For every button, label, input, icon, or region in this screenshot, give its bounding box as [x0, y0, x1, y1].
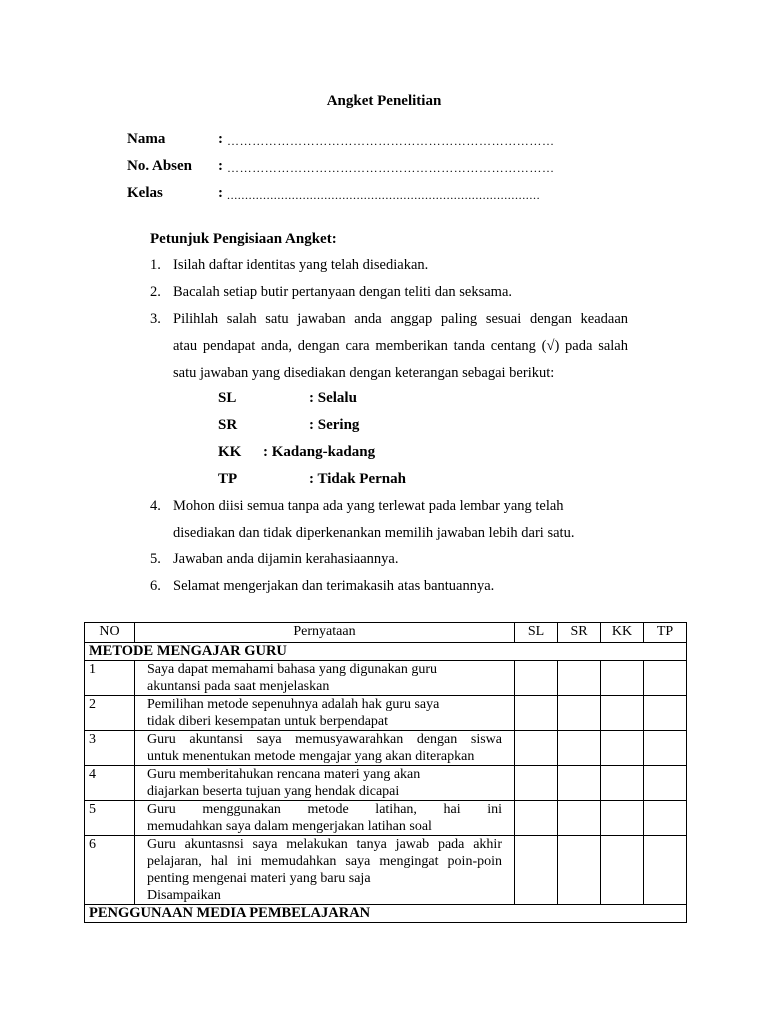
statement-line: Guru akuntansi saya memusyawarahkan dengan siswa [147, 732, 502, 747]
section-title: METODE MENGAJAR GURU [85, 643, 687, 661]
legend-code: SL [218, 390, 237, 406]
answer-cell-sr[interactable] [558, 696, 601, 731]
answer-cell-sr[interactable] [558, 661, 601, 696]
instructions-heading: Petunjuk Pengisiaan Angket: [150, 231, 337, 247]
header-statement: Pernyataan [135, 623, 515, 643]
statement-line: Guru memberitahukan rencana materi yang akan [147, 767, 421, 782]
instruction-number: 6. [150, 578, 161, 594]
row-number: 5 [85, 801, 135, 836]
instruction-number: 1. [150, 257, 161, 273]
statement-line: memudahkan saya dalam mengerjakan latihan soal [147, 819, 432, 834]
row-statement [135, 696, 515, 731]
statement-line: untuk menentukan metode mengajar yang akan diterapkan [147, 749, 475, 764]
legend-meaning: : Selalu [309, 390, 357, 406]
legend-row [218, 444, 518, 468]
identity-label: Kelas [127, 185, 163, 201]
table-row [85, 836, 687, 905]
section-row [85, 643, 687, 661]
instruction-text: satu jawaban yang disediakan dengan keterangan sebagai berikut: [173, 365, 555, 381]
identity-fill-line[interactable]: …………………………………………………………………… [227, 134, 555, 148]
answer-cell-tp[interactable] [644, 661, 687, 696]
table-row [85, 661, 687, 696]
statement-line: Disampaikan [147, 888, 221, 903]
row-statement [135, 731, 515, 766]
statement-line: akuntansi pada saat menjelaskan [147, 679, 330, 694]
statement-line: pelajaran, hal ini memudahkan saya mengingat poin-poin [147, 854, 502, 869]
answer-cell-kk[interactable] [601, 766, 644, 801]
identity-colon: : [218, 185, 223, 201]
page-title: Angket Penelitian [326, 93, 442, 109]
identity-row-kelas [127, 185, 627, 205]
statement-line: penting mengenai materi yang baru saja [147, 871, 371, 886]
instruction-number: 2. [150, 284, 161, 300]
row-number: 2 [85, 696, 135, 731]
identity-colon: : [218, 158, 223, 174]
answer-cell-sl[interactable] [515, 696, 558, 731]
identity-fill-line[interactable]: …………………………………………………………………… [227, 161, 555, 175]
answer-cell-tp[interactable] [644, 731, 687, 766]
answer-cell-sr[interactable] [558, 801, 601, 836]
header-no: NO [85, 623, 135, 643]
answer-cell-sr[interactable] [558, 731, 601, 766]
section-row [85, 905, 687, 923]
header-kk: KK [601, 623, 644, 643]
header-tp: TP [644, 623, 687, 643]
answer-cell-tp[interactable] [644, 766, 687, 801]
row-statement [135, 661, 515, 696]
row-number: 6 [85, 836, 135, 905]
instruction-text: Jawaban anda dijamin kerahasiaannya. [173, 551, 399, 567]
instruction-text: Mohon diisi semua tanpa ada yang terlewat pada lembar yang telah [173, 498, 564, 514]
answer-cell-sl[interactable] [515, 766, 558, 801]
answer-cell-sl[interactable] [515, 801, 558, 836]
legend-meaning: : Kadang-kadang [263, 444, 376, 460]
identity-row-no-absen [127, 158, 627, 178]
statement-line: Guru menggunakan metode latihan, hai ini [147, 802, 502, 817]
answer-cell-kk[interactable] [601, 801, 644, 836]
answer-cell-sr[interactable] [558, 766, 601, 801]
legend-row [218, 390, 518, 414]
table-header-row [85, 623, 687, 643]
answer-cell-kk[interactable] [601, 696, 644, 731]
statement-line: Pemilihan metode sepenuhnya adalah hak guru saya [147, 697, 440, 712]
identity-label: No. Absen [127, 158, 193, 174]
legend-code: TP [218, 471, 238, 487]
legend-row [218, 417, 518, 441]
identity-colon: : [218, 131, 223, 147]
instruction-text: Selamat mengerjakan dan terimakasih atas bantuannya. [173, 578, 495, 594]
identity-row-nama [127, 131, 627, 151]
header-sr: SR [558, 623, 601, 643]
legend-meaning: : Sering [309, 417, 360, 433]
statement-line: Saya dapat memahami bahasa yang digunakan guru [147, 662, 438, 677]
row-statement [135, 801, 515, 836]
header-sl: SL [515, 623, 558, 643]
answer-cell-kk[interactable] [601, 661, 644, 696]
identity-fill-line[interactable]: ....................................................................................... [227, 188, 541, 202]
identity-label: Nama [127, 131, 166, 147]
table-row [85, 696, 687, 731]
section-title: PENGGUNAAN MEDIA PEMBELAJARAN [85, 905, 687, 923]
answer-cell-kk[interactable] [601, 731, 644, 766]
instruction-number: 5. [150, 551, 161, 567]
table-row [85, 731, 687, 766]
questionnaire-table [84, 622, 687, 923]
legend-meaning: : Tidak Pernah [309, 471, 406, 487]
answer-cell-kk[interactable] [601, 836, 644, 905]
table-row [85, 766, 687, 801]
instruction-number: 4. [150, 498, 161, 514]
row-statement [135, 836, 515, 905]
table-row [85, 801, 687, 836]
answer-cell-sr[interactable] [558, 836, 601, 905]
answer-cell-tp[interactable] [644, 801, 687, 836]
row-statement [135, 766, 515, 801]
row-number: 3 [85, 731, 135, 766]
legend-code: SR [218, 417, 238, 433]
answer-cell-sl[interactable] [515, 731, 558, 766]
legend-row [218, 471, 518, 495]
answer-cell-sl[interactable] [515, 661, 558, 696]
statement-line: Guru akuntasnsi saya melakukan tanya jawab pada akhir [147, 837, 502, 852]
statement-line: tidak diberi kesempatan untuk berpendapat [147, 714, 389, 729]
answer-cell-sl[interactable] [515, 836, 558, 905]
row-number: 1 [85, 661, 135, 696]
statement-line: diajarkan beserta tujuan yang hendak dicapai [147, 784, 400, 799]
legend-code: KK [218, 444, 242, 460]
instruction-text: Isilah daftar identitas yang telah disediakan. [173, 257, 429, 273]
instruction-text: Pilihlah salah satu jawaban anda anggap paling sesuai dengan keadaan [173, 311, 628, 327]
instruction-text: disediakan dan tidak diperkenankan memilih jawaban lebih dari satu. [173, 525, 575, 541]
instruction-number: 3. [150, 311, 161, 327]
answer-cell-tp[interactable] [644, 836, 687, 905]
answer-cell-tp[interactable] [644, 696, 687, 731]
instruction-text: atau pendapat anda, dengan cara memberikan tanda centang (√) pada salah [173, 338, 628, 354]
row-number: 4 [85, 766, 135, 801]
instruction-text: Bacalah setiap butir pertanyaan dengan teliti dan seksama. [173, 284, 513, 300]
